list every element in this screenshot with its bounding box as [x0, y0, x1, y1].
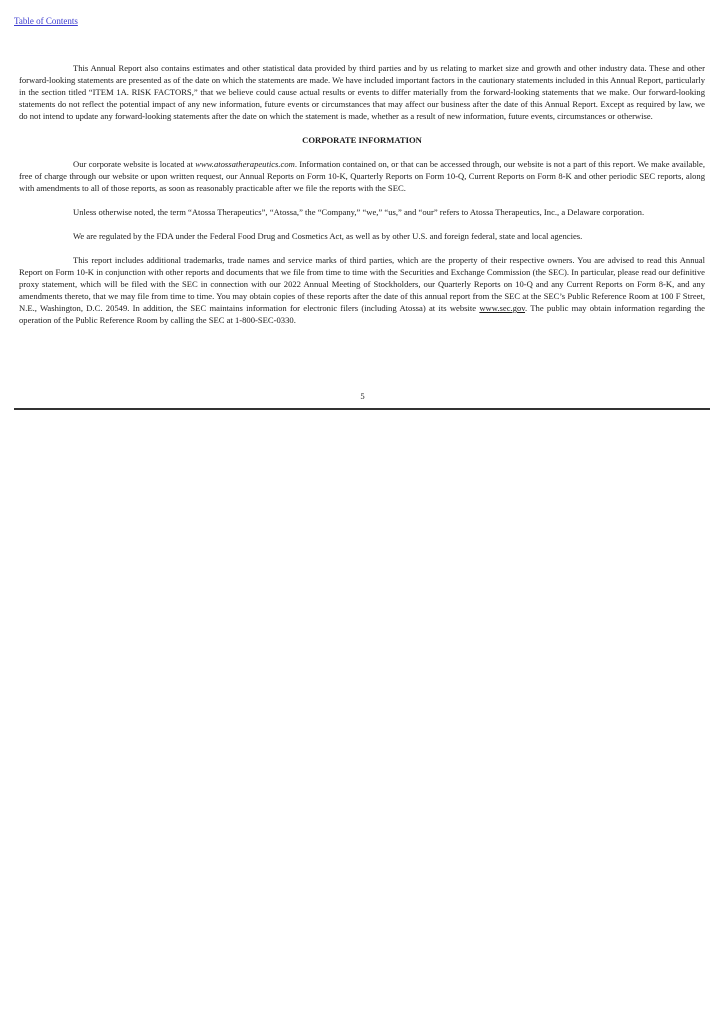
- terms-definition-paragraph: Unless otherwise noted, the term “Atossa Therapeutics”, “Atossa,” the “Company,” “we,” “us,” and “our” refers to Atossa Therapeutics, Inc., a Delaware corporation.: [73, 207, 645, 217]
- trademarks-text-after: . The public may obtain information regarding the operation of the Public Reference Room by calling the SEC at 1-800-SEC-0330.: [19, 303, 705, 325]
- website-text-after: . Information contained on, or that can be accessed through, our website is not a part of this report. We make available, free of charge through our website or upon written request, our Annual Reports on Form 10-K, Quarterly Reports on Form 10-Q, Current Reports on Form 8-K and other periodic SEC reports, along with amendments to all of those reports, as soon as reasonably practicable after we file the reports with the SEC.: [19, 159, 705, 193]
- corporate-website-link: www.atossatherapeutics.com: [195, 159, 295, 169]
- corporate-website-paragraph: [19, 158, 705, 194]
- page-divider: [14, 408, 710, 410]
- estimates-paragraph: This Annual Report also contains estimates and other statistical data provided by third parties and by us relating to market size and growth and other industry data. These and other forward-looking statements are presented as of the date on which the statements are made. We have included important factors in the cautionary statements included in this Annual Report, particularly in the section titled “ITEM 1A. RISK FACTORS,” that we believe could cause actual results or events to differ materially from the forward-looking statements that we make. Our forward-looking statements do not reflect the potential impact of any new information, future events or circumstances that may affect our business after the date of this Annual Report. Except as required by law, we do not intend to update any forward-looking statements after the date on which the statement is made, whether as a result of new information, future events, circumstances or otherwise.: [19, 63, 705, 121]
- website-text-before: Our corporate website is located at: [73, 159, 196, 169]
- trademarks-paragraph: [19, 254, 705, 326]
- page-number: 5: [360, 391, 365, 401]
- document-body: [19, 62, 705, 326]
- table-of-contents-link[interactable]: Table of Contents: [14, 16, 78, 26]
- trademarks-text-before: This report includes additional trademarks, trade names and service marks of third parties, which are the property of their respective owners. You are advised to read this Annual Report on Form 10-K in conjunction with other reports and documents that we file from time to time with the Securities and Exchange Commission (the SEC). In particular, please read our definitive proxy statement, which will be filed with the SEC in connection with our 2022 Annual Meeting of Stockholders, our Quarterly Reports on 10-Q and any Current Reports on Form 8-K, and any amendments thereto, that we may file from time to time. You may obtain copies of these reports after the date of this annual report from the SEC at the SEC’s Public Reference Room at 100 F Street, N.E., Washington, D.C. 20549. In addition, the SEC maintains information for electronic filers (including Atossa) at its website: [19, 255, 705, 313]
- corporate-information-heading: CORPORATE INFORMATION: [302, 135, 422, 145]
- regulation-paragraph: We are regulated by the FDA under the Federal Food Drug and Cosmetics Act, as well as by other U.S. and foreign federal, state and local agencies.: [73, 231, 583, 241]
- sec-website-link[interactable]: www.sec.gov: [479, 303, 526, 313]
